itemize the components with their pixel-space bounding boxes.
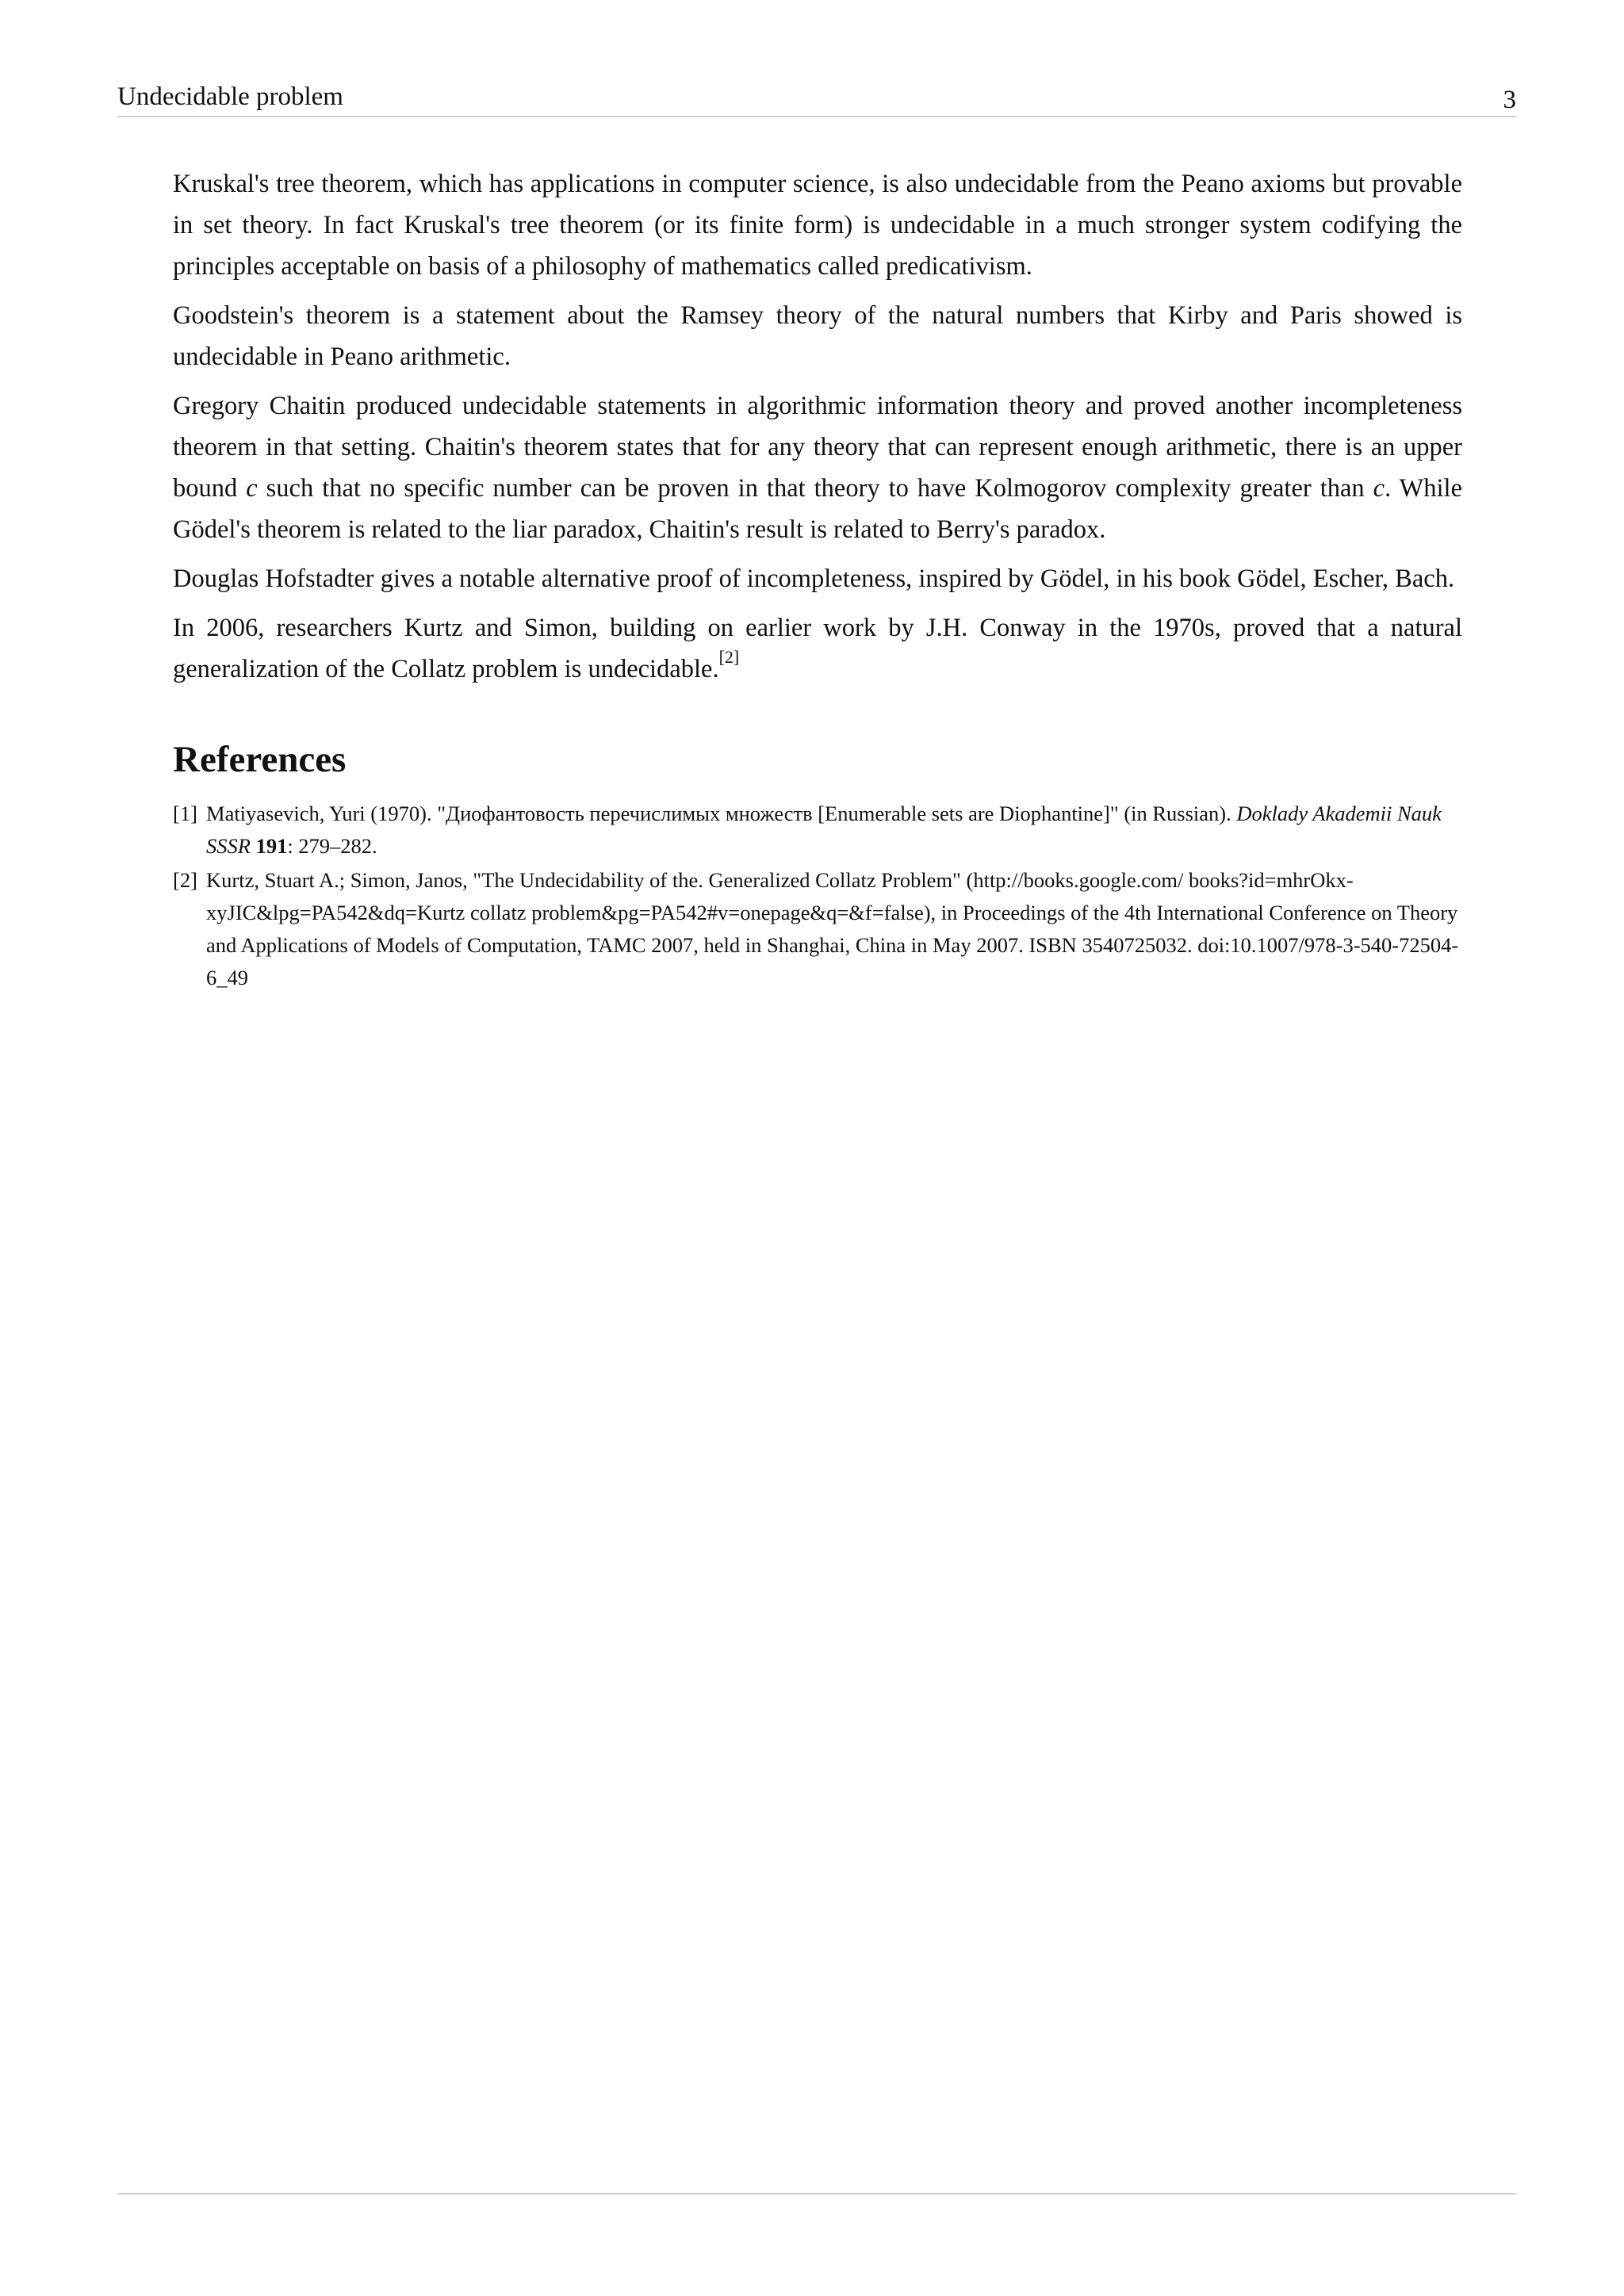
citation-link[interactable]: [2] (718, 647, 740, 668)
reference-text: Kurtz, Stuart A.; Simon, Janos, "The Undecidability of the. Generalized Collatz Problem" (http://books.google.com/ books?id=mhrOkx-xyJIC&lpg=PA542&dq=Kurtz collatz problem&pg=PA542#v=onepage&q=&f=false), in Proceedings of the 4th International Conference on Theory and Applications of Models of Computation, TAMC 2007, held in Shanghai, China in May 2007. ISBN 3540725032. doi:10.1007/978-3-540-72504-6_49 (206, 868, 1459, 989)
chaitin-text-2: such that no specific number can be proven in that theory to have Kolmogorov complexity greater than (257, 474, 1373, 503)
variable-c: c (246, 474, 258, 503)
paragraph-goodstein: Goodstein's theorem is a statement about the Ramsey theory of the natural numbers that Kirby and Paris showed is undecidable in Peano arithmetic. (173, 301, 1462, 371)
collatz-text: In 2006, researchers Kurtz and Simon, building on earlier work by J.H. Conway in the 1970s, proved that a natural generalization of the Collatz problem is undecidable. (173, 614, 1462, 683)
reference-item (173, 864, 1462, 994)
reference-text: Matiyasevich, Yuri (1970). "Диофантовость перечислимых множеств [Enumerable sets are Diophantine]" (in Russian). (206, 802, 1237, 825)
volume-number: 191 (255, 834, 288, 858)
paragraph-chaitin (173, 385, 1462, 550)
references-list (173, 798, 1462, 994)
reference-marker: [1] (173, 802, 197, 825)
page-header (117, 78, 1516, 117)
article-body (173, 163, 1462, 996)
variable-c: c (1373, 474, 1385, 503)
paragraph-collatz (173, 607, 1462, 690)
reference-item (173, 798, 1462, 863)
chaitin-text-3: . While Gödel's theorem is related to the liar paradox, Chaitin's result is related to Berry's paradox. (173, 474, 1463, 544)
page-number: 3 (1503, 86, 1516, 114)
running-title: Undecidable problem (117, 82, 343, 111)
references-heading: References (173, 739, 347, 780)
page-range: : 279–282. (287, 834, 377, 858)
paragraph-kruskal: Kruskal's tree theorem, which has applications in computer science, is also undecidable from the Peano axioms but provable in set theory. In fact Kruskal's tree theorem (or its finite form) is undecidable in a much stronger system codifying the principles acceptable on basis of a philosophy of mathematics called predicativism. (173, 170, 1462, 281)
chaitin-text-1: Gregory Chaitin produced undecidable statements in algorithmic information theory and proved another incompleteness theorem in that setting. Chaitin's theorem states that for any theory that can represent enough arithmetic, there is an upper bound (173, 392, 1462, 503)
page-footer-rule (117, 2193, 1516, 2195)
journal-title: Doklady Akademii Nauk SSSR (206, 802, 1442, 858)
reference-marker: [2] (173, 868, 197, 892)
paragraph-hofstadter: Douglas Hofstadter gives a notable alternative proof of incompleteness, inspired by Gödel, in his book Gödel, Escher, Bach. (173, 564, 1455, 593)
